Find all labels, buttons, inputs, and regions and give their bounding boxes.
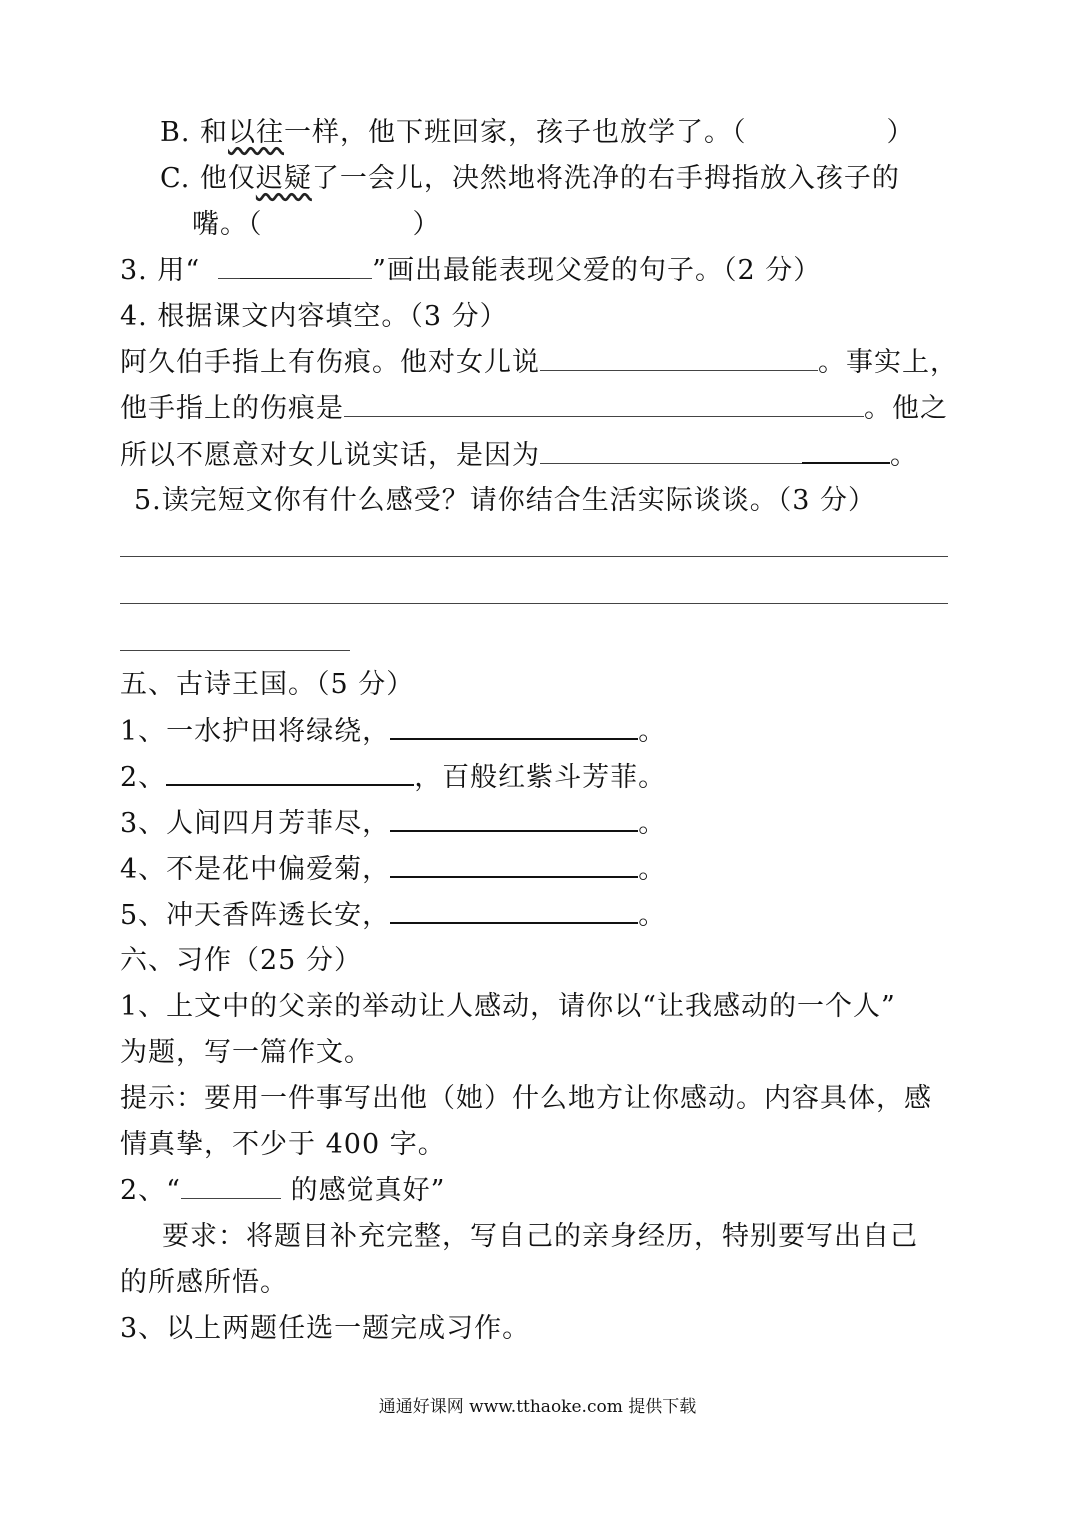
question-c-cont: 嘴。（ (192, 209, 263, 240)
essay-tip-line-2: 情真挚，不少于 400 字。 (120, 1129, 446, 1160)
question-c-close: ） (412, 209, 441, 240)
essay-prompt-3: 3、以上两题任选一题完成习作。 (120, 1313, 531, 1344)
question-c-continued (192, 208, 441, 242)
question-5-title: 5.读完短文你有什么感受？请你结合生活实际谈谈。（3 分） (134, 485, 877, 516)
question-b-marked-word: 以往 (228, 117, 285, 148)
answer-line[interactable] (120, 556, 948, 557)
section-5-title: 五、古诗王国。（5 分） (120, 669, 415, 700)
title-blank[interactable] (181, 1174, 281, 1199)
sample-underline (240, 254, 350, 279)
poem-item-2: 2、 ，百般红紫斗芳菲。 (120, 762, 667, 793)
answer-blank[interactable] (390, 714, 638, 740)
answer-blank[interactable] (390, 852, 638, 878)
question-b-text: 一样，他下班回家，孩子也放学了。（ (284, 117, 747, 148)
question-c-marked-word: 迟疑 (255, 163, 312, 194)
question-b (160, 116, 915, 150)
answer-blank[interactable] (344, 392, 864, 417)
question-3 (120, 254, 821, 288)
question-b-prefix: B. 和 (160, 117, 229, 148)
poem-item-3: 3、人间四月芳菲尽， 。 (120, 808, 667, 839)
essay-prompt-2: 2、“ 的感觉真好” (120, 1175, 446, 1206)
question-4-line-2: 他手指上的伤痕是 。他之 (120, 393, 948, 424)
question-3-text: ”画出最能表现父爱的句子。（2 分） (372, 255, 822, 286)
poem-item-4: 4、不是花中偏爱菊， 。 (120, 854, 667, 885)
answer-line[interactable] (120, 650, 350, 651)
page-footer: 通通好课网 www.tthaoke.com 提供下载 (378, 1397, 697, 1417)
answer-line[interactable] (120, 603, 948, 604)
poem-item-5: 5、冲天香阵透长安， 。 (120, 900, 667, 931)
section-6-title: 六、习作（25 分） (120, 945, 362, 976)
question-4-title: 4. 根据课文内容填空。（3 分） (120, 301, 508, 332)
essay-requirement-line-2: 的所感所悟。 (120, 1267, 288, 1298)
question-c-prefix: C. 他仅 (160, 163, 256, 194)
answer-blank[interactable] (166, 760, 414, 786)
question-c (160, 162, 900, 196)
question-4-line-1: 阿久伯手指上有伤痕。他对女儿说 。事实上， (120, 347, 958, 378)
essay-requirement-line-1: 要求：将题目补充完整，写自己的亲身经历，特别要写出自己 (162, 1221, 918, 1252)
question-c-text: 了一会儿，决然地将洗净的右手拇指放入孩子的 (311, 163, 900, 194)
question-b-close: ） (886, 117, 915, 148)
poem-item-1: 1、一水护田将绿绕， 。 (120, 716, 667, 747)
answer-blank[interactable] (540, 439, 802, 464)
answer-blank[interactable] (390, 806, 638, 832)
essay-prompt-1-line-2: 为题，写一篇作文。 (120, 1037, 372, 1068)
question-3-prefix: 3. 用“ (120, 255, 201, 286)
answer-blank[interactable] (540, 346, 818, 371)
answer-blank[interactable] (390, 898, 638, 924)
question-4-line-3: 所以不愿意对女儿说实话，是因为 。 (120, 440, 918, 471)
essay-prompt-1-line-1: 1、上文中的父亲的举动让人感动，请你以“让我感动的一个人” (120, 991, 896, 1022)
essay-tip-line-1: 提示：要用一件事写出他（她）什么地方让你感动。内容具体，感 (120, 1083, 932, 1114)
